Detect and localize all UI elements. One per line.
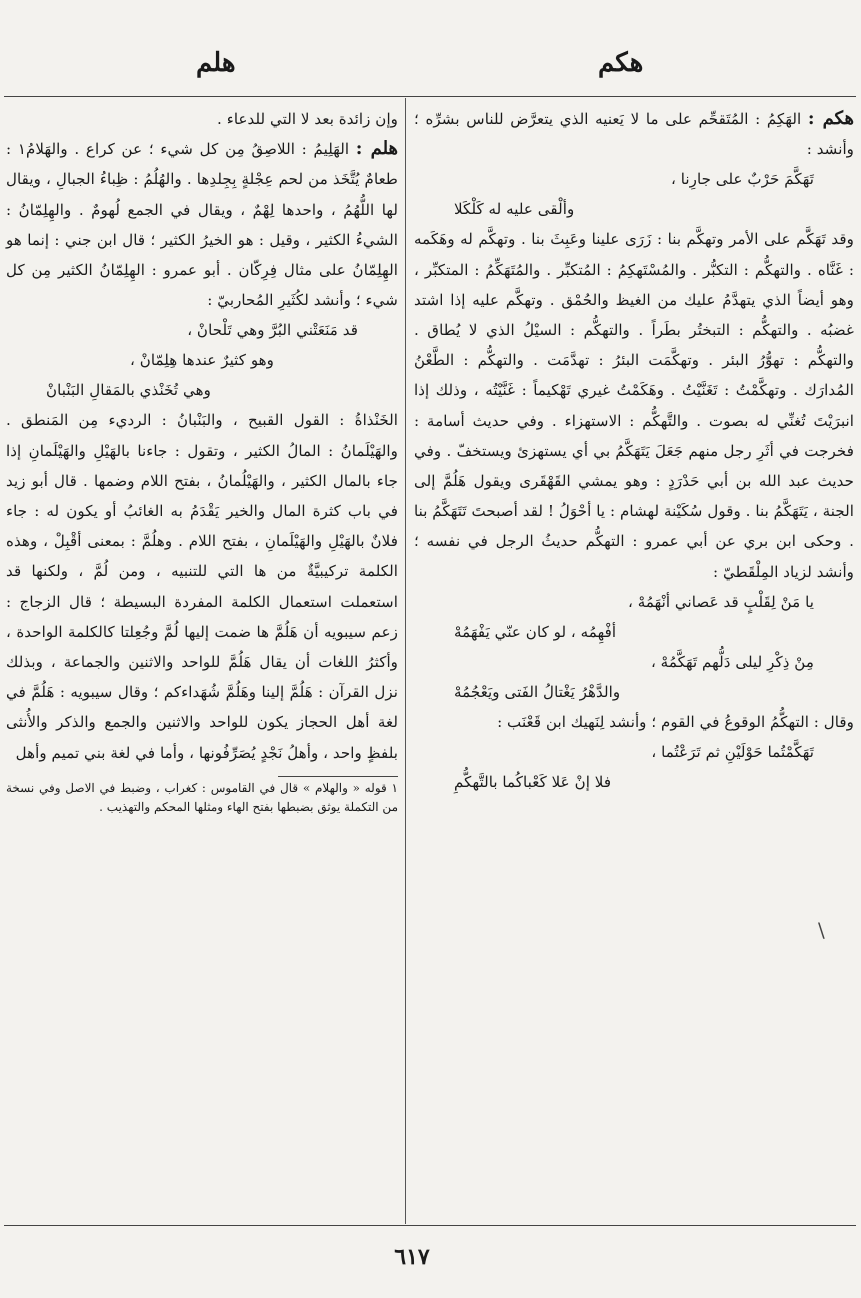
entry-hakam [414, 104, 854, 164]
verse-line: تَهَكَّمْتُما حَوْلَيْنِ ثم تَرَعْتُما ، [651, 743, 814, 762]
headword-halam: هلم : [355, 138, 399, 160]
verse-line: مِنْ ذِكْرِ ليلى دَلُّهم تَهَكَّمُهْ ، [650, 652, 814, 671]
headword-hakam: هكم : [807, 108, 854, 129]
top-rule [4, 96, 856, 97]
entry-paragraph: الخَنْذاةُ : القول القبيح ، والبَنْبانُ : الرديء مِن المَنطق . والهَيْلَمانُ : المالُ الكثير ، وتقول : جاءنا بالهَيْلِ والهَيْلَمانِ إذا جاء بالمال الكثير ، والهَيْلُمانُ ، بفتح اللام وضمها . قال أبو زيد في باب كثرة المال والخير يَقْدَمُ به الغائبُ أو يكون له : جاء فلانٌ بالهَيْلِ والهَيْلَمانِ ، بفتح اللام . وهلُمَّ : بمعنى أقْبِلْ ، وهذه الكلمة تركيبيَّةٌ من ها التي للتنبيه ، ومن لُمَّ ، ولكنها قد استعملت استعمال الكلمة المفردة البسيطة ؛ قال الزجاج : زعم سيبويه أن هَلُمَّ ها ضمت إليها لُمَّ وجُعِلتا كالكلمة الواحدة ، وأكثرُ اللغات أن يقال هَلُمَّ للواحد والاثنين والجماعة ، وبذلك نزل القرآن : هَلُمَّ إلينا وهَلُمَّ شُهَداءكم ؛ وقال سيبويه : هَلُمَّ في لغة أهل الحجاز يكون للواحد والاثنين والجمع والذكر والأُنثى بلفظٍ واحد ، وأهلُ نَجْدٍ يُصَرِّفُونها ، وأما في لغة بني تميم وأهل [6, 411, 398, 762]
verse-line: فلا إنْ عَلا كَعْباكُما بالتَّهكُّمِ [454, 773, 612, 792]
entry-paragraph: وقال : التهكُّمُ الوقوعُ في القوم ؛ وأنشد لِنَهيك ابن قَعْنَب : [497, 712, 854, 731]
verse-line: والدَّهْرُ يَغْتالُ الفَتى ويَعْجُمُهْ [454, 682, 621, 701]
entry-continuation: وإن زائدة بعد لا التي للدعاء . [217, 110, 398, 128]
margin-mark: \ [818, 918, 825, 942]
footnote: ١ قوله « والهلام » قال في القاموس : كغراب ، وضبط في الاصل وفي نسخة من التكملة يوثق بضبطها بفتح الهاء ومثلها المحكم والتهذيب . [6, 780, 398, 814]
left-column [6, 104, 398, 817]
entry-paragraph: وقد تَهَكَّم على الأمر وتهكَّم بنا : زَرَى علينا وعَبِثَ بنا . وتهكَّم له وهَكَمه : غَنَّاه . والتهكُّم : التكبُّر . والمُسْتَهكِمُ : المُتكبِّر . والمُتَهَكِّمُ : المتكبِّر ، وهو أيضاً الذي يتهدَّمُ عليك من الغيظ والحُمْق . وتهكَّم عليه إذا اشتد غضبُه . والتهكُّم : التبختُر بطَراً . والتهكُّم : السيْلُ الذي لا يُطاق . والتهكُّم : تهوُّرُ البئر . وتهكَّمَت البئرُ : تهدَّمَت . والتهكُّم : الطَّعْنُ المُدارَك . وتهكَّمْتُ : تَغَنَّيْتُ . وهَكَمْتُ غيري تَهْكيماً : غَنَّيْتُه ، وذلك إذا انبرَيْتَ تُغنِّي له بصوت . والتَّهكُّم : الاستهزاء . وفي حديث أسامة : فخرجت في أثَرِ رجل منهم جَعَلَ يَتَهَكَّمُ بي أي يستهزئ ويستخفّ . وفي حديث عبد الله بن أبي حَدْرَدٍ : وهو يمشي القَهْقَرى ويقول هَلُمَّ إلى الجنة ، يَتَهَكَّمُ بنا . وقول سُكَيْنة لهشام : يا أحْوَلُ ! لقد أصبحتَ تَتَهَكَّمُ بنا . وحكى ابن بري عن أبي عمرو : التهكُّم حديثُ الرجل في نفسه ؛ وأنشد لزياد المِلْقَطيّ : [414, 230, 854, 581]
right-column [414, 104, 854, 797]
bottom-rule [4, 1225, 856, 1226]
verse-line: تَهَكَّمَ حَرْبٌ على جارِنا ، [671, 170, 814, 189]
running-header-right: هكم [598, 48, 644, 78]
verse-line: يا مَنْ لِقَلْبٍ قد عَصاني أنْهَمُهْ ، [627, 592, 814, 611]
verse-line: وهي تُخَنْذي بالمَقالِ البَنْبانْ [46, 381, 211, 400]
verse-line: قد مَنَعَتْني البُرَّ وهي تَلْحانْ ، [187, 321, 358, 340]
verse-line: وهو كثيرٌ عندها هِلِمّانْ ، [129, 351, 275, 370]
entry-text: الهَكِمُ : المُتَقحِّم على ما لا يَعنيه الذي يتعرَّض للناس بشرِّه ؛ وأنشد : [414, 110, 854, 159]
running-header-left: هلم [196, 48, 236, 78]
verse-line: أفْهِمُه ، لو كان عنّي يَفْهَمُهْ [454, 622, 617, 641]
entry-halam [6, 134, 398, 315]
verse-line: وألْقى عليه له كَلْكَلا [454, 200, 575, 219]
entry-text: الهَلِيمُ : اللاصِقُ مِن كل شيء ؛ عن كراع . والهَلامُ١ : طعامٌ يُتَّخَذ من لحم عِجْلةٍ بِجِلدِها . والهُلُمُ : ظِباءُ الجبالِ ، ويقال لها اللُّهُمُ ، واحدها لِهْمٌ ، ويقال في الجمع لُهومٌ . والهِلِمّانُ : الشيءُ الكثير ، وقيل : هو الخيرُ الكثير ؛ قال ابن جني : إنما هو الهِلِمّانُ على مثال فِرِكّان . أبو عمرو : الهِلِمّانُ الكثير مِن كل شيء ؛ وأنشد لكُثَيرِ المُحاربيّ : [6, 140, 398, 310]
column-separator [405, 98, 406, 1224]
page-number: ٦١٧ [394, 1244, 430, 1270]
footnote-rule [278, 776, 398, 777]
